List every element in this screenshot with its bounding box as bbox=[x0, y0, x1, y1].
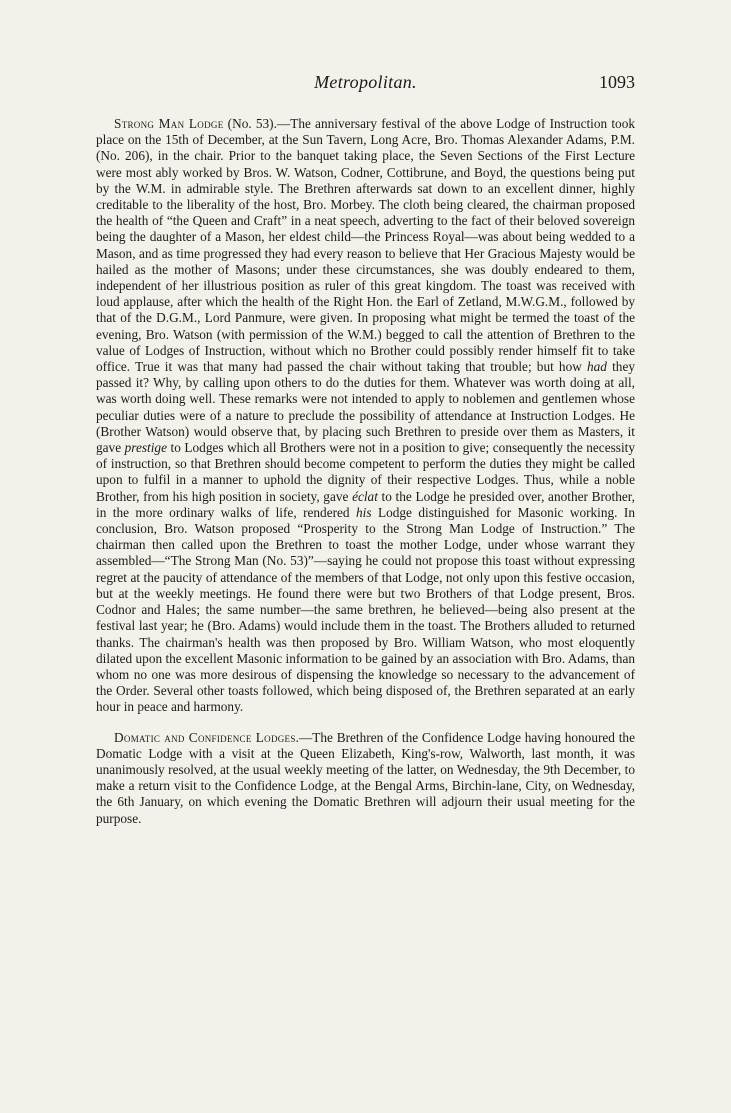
article-emphasis: éclat bbox=[352, 488, 378, 504]
article-lead: Domatic and Confidence Lodges bbox=[114, 729, 296, 745]
article-domatic-confidence-lodges bbox=[96, 730, 635, 827]
article-emphasis: had bbox=[587, 359, 607, 375]
running-title: Metropolitan. bbox=[314, 72, 417, 92]
page-number: 1093 bbox=[599, 72, 635, 92]
article-text: to Lodges which all Brothers were not in a position to give; consequently the necessity of instruction, so that Brethren should become competent to perform the duties they might be called upon to fulfil in a manner to uphold the dignity of their respective Lodges. Thus, while a noble Brother, from his high position in society, gave bbox=[96, 440, 635, 504]
article-text: to the Lodge he presided over, another Brother, in the more ordinary walks of life, rendered bbox=[96, 488, 635, 520]
article-text: (No. 53).—The anniversary festival of the above Lodge of Instruction took place on the 15th of December, at the Sun Tavern, Long Acre, Bro. Thomas Alexander Adams, P.M. (No. 206), in the chair. Prior to the banquet taking place, the Seven Sections of the First Lecture were most ably worked by Bros. W. Watson, Codner, Cottibrune, and Boyd, the questions being put by the W.M. in admirable style. The Brethren afterwards sat down to an excellent dinner, highly creditable to the liberality of the host, Bro. Morbey. The cloth being cleared, the chairman proposed the health of “the Queen and Craft” in a neat speech, adverting to the fact of their beloved sovereign being the daughter of a Mason, her eldest child—the Princess Royal—was about being wedded to a Mason, and as time progressed they had every reason to believe that Her Gracious Majesty would be hailed as the mother of Masons; under these circumstances, she was doubly endeared to them, independent of her illustrious position as ruler of this great kingdom. The toast was received with loud applause, after which the health of the Right Hon. the Earl of Zetland, M.W.G.M., followed by that of the D.G.M., Lord Panmure, were given. In proposing what might be termed the toast of the evening, Bro. Watson (with permission of the W.M.) begged to call the attention of Brethren to the value of Lodges of Instruction, without which no Brother could possibly render himself fit to take office. True it was that many had passed the chair without taking that trouble; but how bbox=[96, 116, 635, 375]
article-lead: Strong Man Lodge bbox=[114, 116, 224, 131]
article-text: .—The Brethren of the Confidence Lodge having honoured the Domatic Lodge with a visit at the Queen Elizabeth, King's-row, Walworth, last month, it was unanimously resolved, at the usual weekly meeting of the latter, on Wednesday, the 9th December, to make a return visit to the Confidence Lodge, at the Bengal Arms, Birchin-lane, City, on Wednesday, the 6th January, on which evening the Domatic Brethren will adjourn their usual meeting for the purpose. bbox=[96, 729, 635, 826]
article-text: Lodge distinguished for Masonic working. In conclusion, Bro. Watson proposed “Prosperity to the Strong Man Lodge of Instruction.” The chairman then called upon the Brethren to toast the mother Lodge, under whose warrant they assembled—“The Strong Man (No. 53)”—saying he could not propose this toast without expressing regret at the paucity of attendance of the members of that Lodge, not only upon this festive occasion, but at the weekly meetings. He found there were but two Brothers of that Lodge present, Bros. Codnor and Hales; the same number—the same brethren, he believed—being also present at the festival last year; he (Bro. Adams) would include them in the toast. The Brothers alluded to returned thanks. The chairman's health was then proposed by Bro. William Watson, who most eloquently dilated upon the excellent Masonic information to be gained by an association with Bro. Adams, than whom no one was more desirous of dispensing the knowledge so necessary to the advancement of the Order. Several other toasts followed, which being disposed of, the Brethren separated at an early hour in peace and harmony. bbox=[96, 504, 635, 715]
running-head bbox=[96, 72, 635, 102]
article-emphasis: his bbox=[356, 504, 372, 520]
article-emphasis: prestige bbox=[124, 440, 167, 456]
article-strong-man-lodge bbox=[96, 116, 635, 716]
article-text: they passed it? Why, by calling upon others to do the duties for them. Whatever was worth doing at all, was worth doing well. These remarks were not intended to apply to noblemen and gentlemen whose peculiar duties were of a nature to preclude the possibility of attendance at Instruction Lodges. He (Brother Watson) would observe that, by placing such Brethren to preside over them as Masters, it gave bbox=[96, 359, 635, 456]
